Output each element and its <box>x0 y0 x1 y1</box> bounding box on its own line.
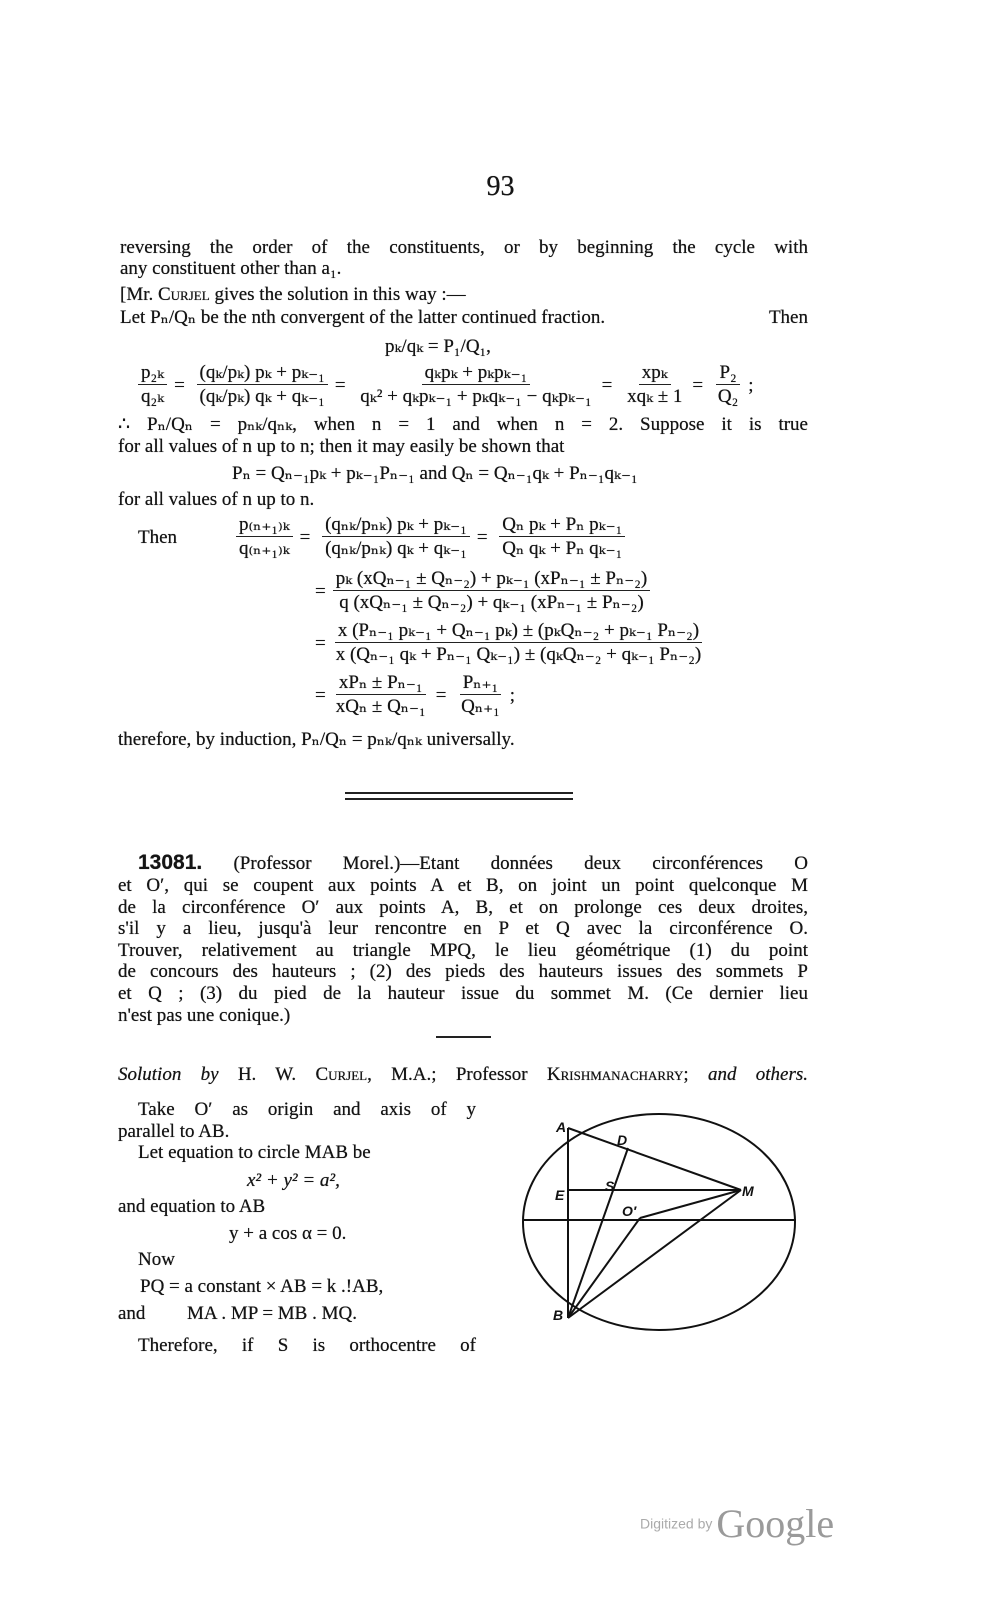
fraction <box>458 672 503 719</box>
denominator: q₂ₖ <box>141 386 165 407</box>
denominator: Q₂ <box>717 386 739 407</box>
watermark-small: Digitized by <box>640 1515 713 1532</box>
text-line: therefore, by induction, Pₙ/Qₙ = pₙₖ/qₙₖ universally. <box>118 729 515 750</box>
fraction <box>333 672 429 719</box>
denominator: xQₙ ± Qₙ₋₁ <box>335 696 426 717</box>
fraction <box>357 362 594 409</box>
problem-number: 13081. <box>138 851 203 874</box>
fraction <box>333 620 704 667</box>
text-line <box>138 852 808 875</box>
text-line: reversing the order of the constituents, or by beginning the cycle with <box>120 237 808 258</box>
text-line: et Q ; (3) du pied de la hauteur issue du sommet M. (Ce dernier lieu <box>118 983 808 1004</box>
punctuation: ; <box>748 374 754 396</box>
segment-AM <box>568 1128 741 1190</box>
text-line: Let equation to circle MAB be <box>138 1142 371 1163</box>
label-S: S <box>605 1178 615 1194</box>
denominator: (qₖ/pₖ) qₖ + qₖ₋₁ <box>199 386 325 407</box>
label-D: D <box>617 1132 628 1148</box>
author-name: Curjel <box>158 284 210 305</box>
text-line: and equation to AB <box>118 1196 266 1217</box>
numerator: Qₙ pₖ + Pₙ pₖ₋₁ <box>499 514 625 537</box>
text-line: Therefore, if S is orthocentre of <box>138 1335 476 1356</box>
text-line: and <box>118 1303 146 1324</box>
text-fragment: and others. <box>707 1064 808 1085</box>
equation: = $\frac{\text{pₖ (xQₙ₋₁ ± Qₙ₋₂) + pₖ₋₁ (xPₙ₋₁ ± Pₙ₋₂)}}{\text{q (xQₙ₋₁ ± Qₙ₋₂) + qₖ₋₁ (xPₙ₋₁ ± Pₙ₋₂)}}$ <box>312 568 654 615</box>
equation: $\frac{\text{p₂ₖ}}{\text{q₂ₖ}}$ = $\frac{\text{(qₖ/pₖ) pₖ + pₖ₋₁}}{\text{(qₖ/pₖ) qₖ + qₖ₋₁}}$ = $\frac{\text{qₖpₖ + pₖpₖ₋₁}}{\text{qₖ² + qₖpₖ₋₁ + pₖqₖ₋₁ − qₖpₖ₋₁}}$ = $\frac{\text{xpₖ}}{\text{xqₖ ± 1}}$ = $\frac{\text{P₂}}{\text{Q₂}}$ ; <box>134 362 757 409</box>
text-line <box>120 307 808 329</box>
denominator: q₍ₙ₊₁₎ₖ <box>239 538 290 559</box>
segment-BM <box>568 1190 741 1318</box>
equation: MA . MP = MB . MQ. <box>187 1303 357 1324</box>
text-fragment: (Professor Morel.)—Etant données deux circonférences O <box>233 853 808 874</box>
text-fragment: [Mr. <box>120 284 158 305</box>
label-O-prime: O′ <box>622 1203 637 1219</box>
equation: = $\frac{\text{xPₙ ± Pₙ₋₁}}{\text{xQₙ ± Qₙ₋₁}}$ = $\frac{\text{Pₙ₊₁}}{\text{Qₙ₊₁}}$ ; <box>315 672 516 717</box>
numerator: (qₖ/pₖ) pₖ + pₖ₋₁ <box>197 362 328 385</box>
equation: Pₙ = Qₙ₋₁pₖ + pₖ₋₁Pₙ₋₁ and Qₙ = Qₙ₋₁qₖ + Pₙ₋₁qₖ₋₁ <box>232 463 638 484</box>
text-fragment: Solution by <box>118 1064 219 1085</box>
label-A: A <box>556 1119 567 1135</box>
equation: y + a cos α = 0. <box>229 1223 347 1244</box>
text-fragment: gives the solution in this way :— <box>209 284 466 305</box>
numerator: xPₙ ± Pₙ₋₁ <box>336 672 426 695</box>
denominator: (qₙₖ/pₙₖ) qₖ + qₖ₋₁ <box>325 538 467 559</box>
numerator: x (Pₙ₋₁ pₖ₋₁ + Qₙ₋₁ pₖ) ± (pₖQₙ₋₂ + pₖ₋₁ Pₙ₋₂) <box>335 620 702 643</box>
text-line: s'il y a lieu, jusqu'à leur rencontre en P et Q avec la circonférence O. <box>118 918 808 939</box>
fraction <box>236 514 293 561</box>
author-name: H. W. Curjel, M.A. <box>237 1064 432 1085</box>
text-line: for all values of n up to n; then it may easily be shown that <box>118 436 565 457</box>
denominator: xqₖ ± 1 <box>627 386 683 407</box>
numerator: p₍ₙ₊₁₎ₖ <box>236 514 293 537</box>
equation: x² + y² = a², <box>247 1170 340 1191</box>
label-M: M <box>742 1183 754 1199</box>
then-label: Then <box>138 527 178 548</box>
text-line: ∴ Pₙ/Qₙ = pₙₖ/qₙₖ, when n = 1 and when n = 2. Suppose it is true <box>118 414 808 435</box>
fraction <box>624 362 685 409</box>
author-name: Krishmanacharry <box>546 1064 684 1085</box>
denominator: x (Qₙ₋₁ qₖ + Pₙ₋₁ Qₖ₋₁) ± (qₖQₙ₋₂ + qₖ₋₁ Pₙ₋₂) <box>335 644 702 665</box>
numerator: p₂ₖ <box>138 362 167 385</box>
text-line: de la circonférence O′ aux points A, B, et on prolonge ces deux droites, <box>118 897 808 918</box>
punctuation: ; <box>509 684 516 706</box>
text-line: et O′, qui se coupent aux points A et B, on joint un point quelconque M <box>118 875 808 896</box>
circle <box>523 1114 795 1330</box>
segment-BO <box>568 1218 640 1318</box>
text-line: parallel to AB. <box>118 1121 230 1142</box>
text-fragment: Then <box>768 307 808 328</box>
equation: pₖ/qₖ = P₁/Q₁, <box>385 336 491 357</box>
equation: PQ = a constant × AB = k .!AB, <box>140 1276 384 1297</box>
text-fragment: Let Pₙ/Qₙ be the nth convergent of the latter continued fraction. <box>120 307 606 328</box>
solution-byline <box>118 1064 808 1086</box>
numerator: xpₖ <box>639 362 671 385</box>
text-line: Take O′ as origin and axis of y <box>138 1099 476 1120</box>
text-fragment: ; <box>683 1064 708 1085</box>
fraction <box>715 362 741 409</box>
text-line: Now <box>138 1249 175 1270</box>
text-line <box>120 284 466 306</box>
fraction <box>138 362 167 409</box>
denominator: Qₙ₊₁ <box>461 696 500 717</box>
watermark-logo: Google <box>716 1501 835 1546</box>
equation: $\frac{\text{p₍ₙ₊₁₎ₖ}}{\text{q₍ₙ₊₁₎ₖ}}$ = $\frac{\text{(qₙₖ/pₙₖ) pₖ + pₖ₋₁}}{\text{(qₙₖ/pₙₖ) qₖ + qₖ₋₁}}$ = $\frac{\text{Qₙ pₖ + Pₙ pₖ₋₁}}{\text{Qₙ qₖ + Pₙ qₖ₋₁}}$ <box>232 514 629 561</box>
fraction <box>322 514 470 561</box>
denominator: qₖ² + qₖpₖ₋₁ + pₖqₖ₋₁ − qₖpₖ₋₁ <box>360 386 592 407</box>
segment-BD <box>568 1148 628 1318</box>
numerator: Pₙ₊₁ <box>460 672 501 695</box>
equation: = $\frac{\text{x (Pₙ₋₁ pₖ₋₁ + Qₙ₋₁ pₖ) ± (pₖQₙ₋₂ + pₖ₋₁ Pₙ₋₂)}}{\text{x (Qₙ₋₁ qₖ + Pₙ₋₁ Qₖ₋₁) ± (qₖQₙ₋₂ + qₖ₋₁ Pₙ₋₂)}}$ <box>312 620 708 667</box>
section-divider <box>345 792 573 794</box>
denominator: q (xQₙ₋₁ ± Qₙ₋₂) + qₖ₋₁ (xPₙ₋₁ ± Pₙ₋₂) <box>339 592 644 613</box>
text-line: de concours des hauteurs ; (2) des pieds des hauteurs issues des sommets P <box>118 961 808 982</box>
numerator: P₂ <box>716 362 739 385</box>
page-number: 93 <box>486 171 515 202</box>
text-line: n'est pas une conique.) <box>118 1005 291 1026</box>
numerator: qₖpₖ + pₖpₖ₋₁ <box>422 362 531 385</box>
text-line: Trouver, relativement au triangle MPQ, le lieu géométrique (1) du point <box>118 940 808 961</box>
watermark <box>640 1500 834 1547</box>
fraction <box>499 514 625 561</box>
text-line: for all values of n up to n. <box>118 489 315 510</box>
short-divider <box>436 1036 491 1038</box>
text-fragment: ; Professor <box>431 1064 547 1085</box>
segment-OM <box>640 1190 741 1218</box>
label-E: E <box>555 1187 565 1203</box>
numerator: (qₙₖ/pₙₖ) pₖ + pₖ₋₁ <box>322 514 470 537</box>
fraction <box>333 568 650 615</box>
text-line: any constituent other than a₁. <box>120 258 342 279</box>
section-divider <box>345 798 573 800</box>
denominator: Qₙ qₖ + Pₙ qₖ₋₁ <box>502 538 623 559</box>
fraction <box>197 362 328 409</box>
label-B: B <box>553 1307 564 1323</box>
numerator: pₖ (xQₙ₋₁ ± Qₙ₋₂) + pₖ₋₁ (xPₙ₋₁ ± Pₙ₋₂) <box>333 568 650 591</box>
